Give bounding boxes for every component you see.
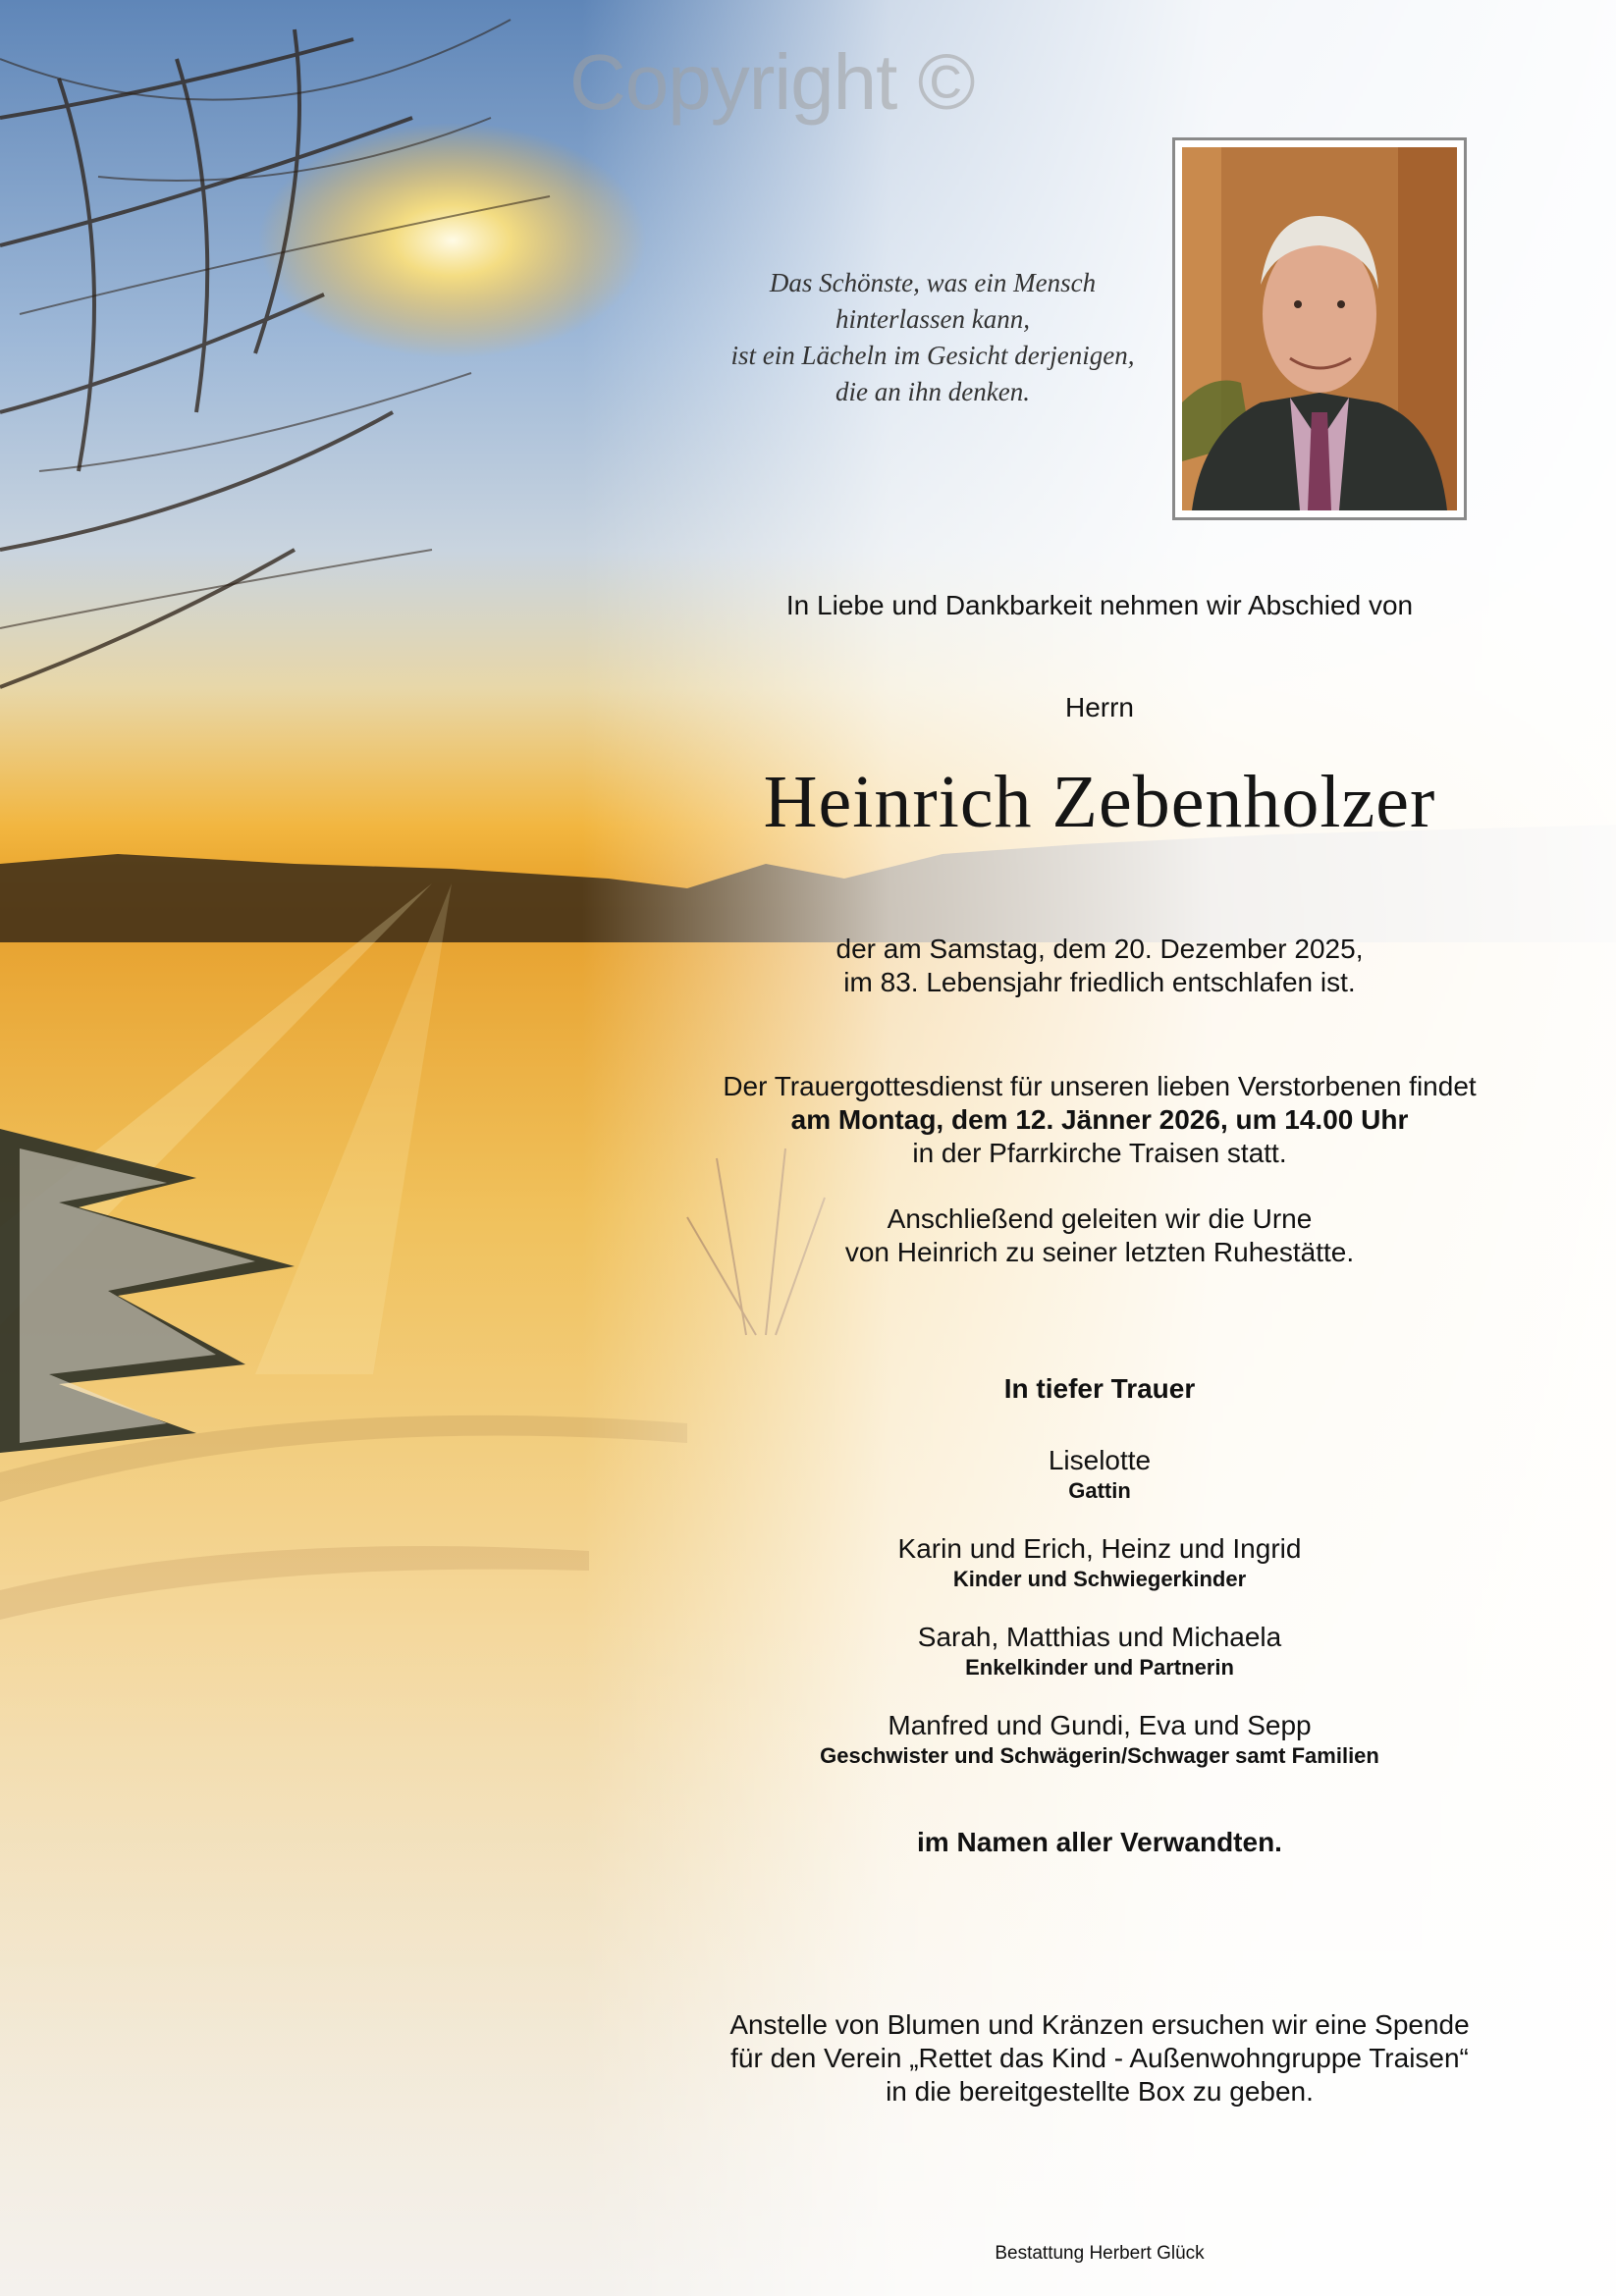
salutation-block [648,691,1551,724]
funeral-home: Bestattung Herbert Glück [995,2243,1205,2264]
urn-line: Anschließend geleiten wir die Urne [887,1203,1313,1234]
mourner-names: Karin und Erich, Heinz und Ingrid [897,1533,1302,1564]
intro-block [648,589,1551,622]
service-block [648,1070,1551,1170]
donation-line: Anstelle von Blumen und Kränzen ersuchen wir eine Spende [729,2009,1470,2040]
mourner-relation: Gattin [1068,1478,1131,1503]
service-line: in der Pfarrkirche Traisen statt. [912,1138,1287,1168]
quote-line: ist ein Lächeln im Gesicht derjenigen, [730,341,1135,370]
portrait-photo [1182,147,1457,510]
mourner-relation: Geschwister und Schwägerin/Schwager samt Familien [820,1743,1379,1768]
quote-line: die an ihn denken. [835,377,1030,406]
relatives-block [648,1826,1551,1859]
relatives-closing: im Namen aller Verwandten. [917,1827,1282,1857]
mourner-relation: Enkelkinder und Partnerin [965,1655,1234,1680]
mourner-names: Liselotte [1048,1445,1152,1475]
donation-line: in die bereitgestellte Box zu geben. [886,2076,1314,2107]
copyright-watermark: Copyright © [569,38,975,126]
memorial-quote [687,265,1178,410]
urn-block [648,1202,1551,1269]
mourner-names: Sarah, Matthias und Michaela [917,1622,1282,1652]
mourning-title: In tiefer Trauer [1003,1373,1196,1404]
name-block [648,758,1551,846]
service-line: Der Trauergottesdienst für unseren lieben Verstorbenen findet [723,1071,1477,1101]
portrait-frame [1172,137,1467,520]
service-date: am Montag, dem 12. Jänner 2026, um 14.00 Uhr [790,1104,1409,1135]
mourner-group [648,1532,1551,1593]
urn-line: von Heinrich zu seiner letzten Ruhestätte. [844,1237,1355,1267]
mourner-group [648,1709,1551,1770]
death-line: im 83. Lebensjahr friedlich entschlafen ist. [843,967,1356,997]
mourner-group [648,1444,1551,1505]
mourner-relation: Kinder und Schwiegerkinder [952,1567,1247,1591]
quote-line: hinterlassen kann, [835,304,1030,334]
quote-line: Das Schönste, was ein Mensch [769,268,1097,297]
donation-block [609,2008,1590,2109]
portrait-image [1182,147,1457,510]
mourner-group [648,1621,1551,1682]
deceased-name: Heinrich Zebenholzer [763,761,1436,843]
salutation: Herrn [1064,692,1134,722]
intro-text: In Liebe und Dankbarkeit nehmen wir Abschied von [785,590,1414,620]
death-block [648,933,1551,999]
death-line: der am Samstag, dem 20. Dezember 2025, [835,934,1364,964]
footer-block [805,2242,1394,2266]
donation-line: für den Verein „Rettet das Kind - Außenwohngruppe Traisen“ [730,2043,1469,2073]
mourning-title-block [648,1372,1551,1406]
mourner-names: Manfred und Gundi, Eva und Sepp [888,1710,1312,1740]
